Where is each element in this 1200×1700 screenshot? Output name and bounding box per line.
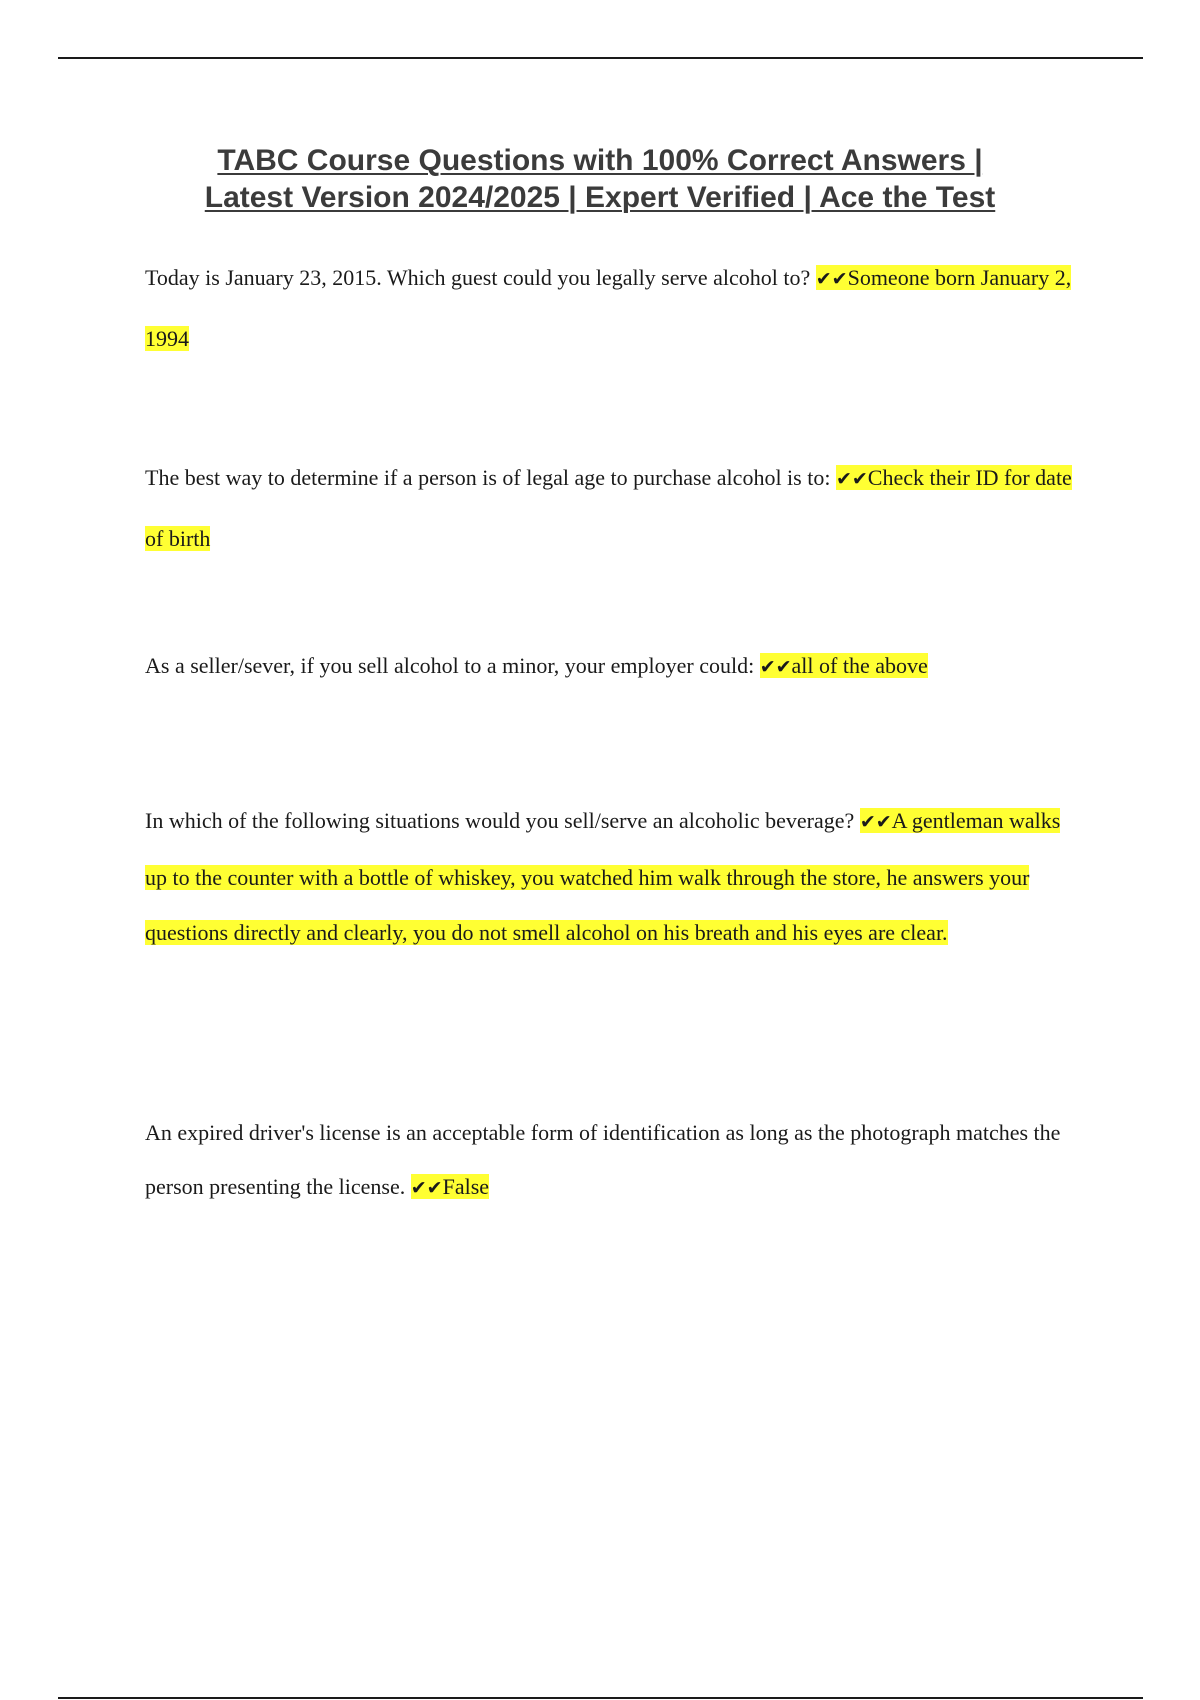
answer-text: False xyxy=(442,1174,490,1199)
footer-rule xyxy=(58,1697,1143,1699)
question-text: Today is January 23, 2015. Which guest could you legally serve alcohol to? xyxy=(145,265,811,290)
answer-text: all of the above xyxy=(791,653,928,678)
double-check-icon: ✔✔ xyxy=(835,468,868,490)
question-text: The best way to determine if a person is of legal age to purchase alcohol is to: xyxy=(145,465,831,490)
header-rule xyxy=(58,57,1143,59)
qa-item xyxy=(145,1106,1080,1215)
double-check-icon: ✔✔ xyxy=(410,1177,443,1199)
qa-item xyxy=(145,448,1080,569)
double-check-icon: ✔✔ xyxy=(859,811,892,833)
answer-text: Someone born January 2, 1994 xyxy=(145,265,1072,351)
question-text: In which of the following situations would you sell/serve an alcoholic beverage? xyxy=(145,808,855,833)
qa-item xyxy=(145,793,1080,960)
question-text: An expired driver's license is an acceptable form of identification as long as the photograph matches the person presenting the license. xyxy=(145,1120,1061,1199)
double-check-icon: ✔✔ xyxy=(759,656,792,678)
double-check-icon: ✔✔ xyxy=(815,268,848,290)
document-title xyxy=(100,142,1100,216)
answer-text: Check their ID for date of birth xyxy=(145,465,1072,551)
question-text: As a seller/sever, if you sell alcohol to a minor, your employer could: xyxy=(145,653,755,678)
title-line-2: Latest Version 2024/2025 | Expert Verified | Ace the Test xyxy=(204,181,996,214)
answer-text: A gentleman walks up to the counter with a bottle of whiskey, you watched him walk through the store, he answers your questions directly and clearly, you do not smell alcohol on his breath and his eyes are clear. xyxy=(145,808,1061,945)
qa-item xyxy=(145,645,1080,688)
title-line-1: TABC Course Questions with 100% Correct Answers | xyxy=(217,144,983,177)
answer-highlight xyxy=(760,653,928,678)
answer-highlight xyxy=(411,1174,489,1199)
qa-item xyxy=(145,248,1080,369)
